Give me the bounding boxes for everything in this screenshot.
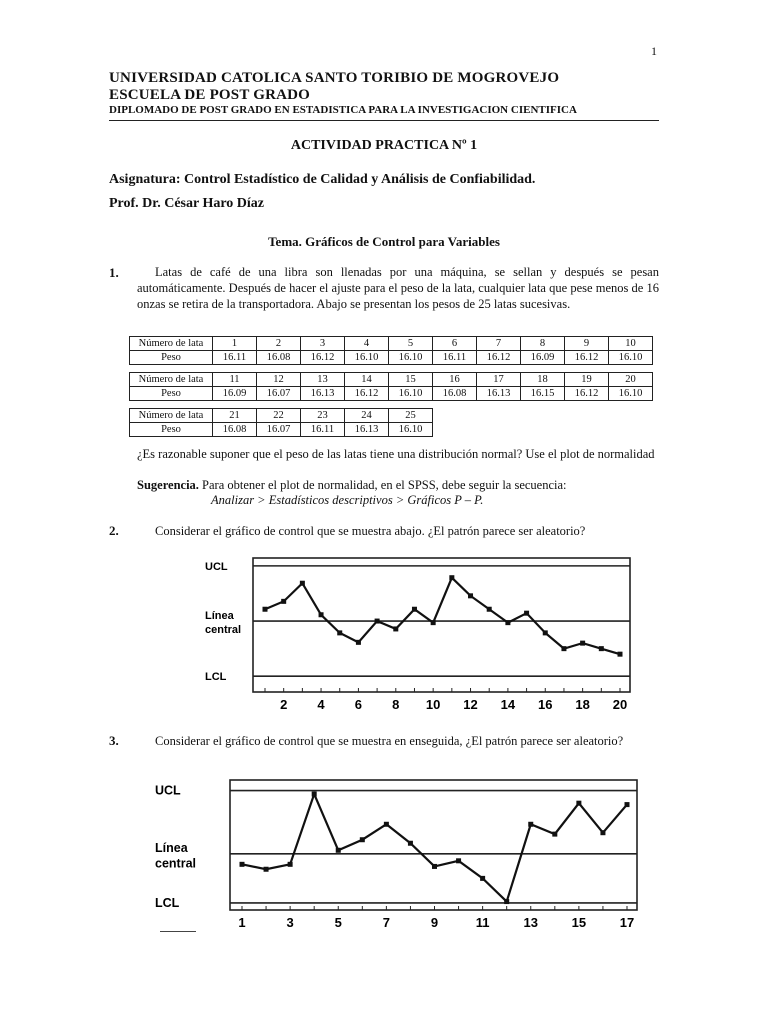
- row-label-number: Número de lata: [130, 373, 213, 387]
- can-number-cell: 5: [389, 337, 433, 351]
- center-label-line2: central: [155, 856, 196, 871]
- data-point: [431, 620, 436, 625]
- row-label-weight: Peso: [130, 387, 213, 401]
- can-number-cell: 22: [257, 409, 301, 423]
- can-number-cell: 2: [257, 337, 301, 351]
- center-label-line2: central: [205, 624, 242, 637]
- can-number-cell: 15: [389, 373, 433, 387]
- data-point: [356, 640, 361, 645]
- can-number-cell: 7: [477, 337, 521, 351]
- x-tick-label: 20: [612, 697, 628, 712]
- x-tick-label: 11: [475, 915, 490, 930]
- can-number-cell: 16: [433, 373, 477, 387]
- university-name: UNIVERSIDAD CATOLICA SANTO TORIBIO DE MOGROVEJO: [109, 70, 560, 86]
- weight-cell: 16.08: [257, 351, 301, 365]
- weight-cell: 16.11: [433, 351, 477, 365]
- weight-cell: 16.13: [301, 387, 345, 401]
- x-tick-label: 14: [500, 697, 516, 712]
- spss-menu-path: Analizar > Estadísticos descriptivos > Gráficos P – P.: [211, 493, 484, 507]
- lcl-label: LCL: [155, 895, 180, 910]
- data-point: [393, 626, 398, 631]
- data-point: [524, 611, 529, 616]
- school-name: ESCUELA DE POST GRADO: [109, 87, 311, 103]
- question-3-number: 3.: [109, 733, 119, 748]
- x-tick-label: 10: [425, 697, 441, 712]
- data-point: [263, 607, 268, 612]
- can-number-cell: 17: [477, 373, 521, 387]
- can-number-cell: 9: [565, 337, 609, 351]
- data-point: [552, 832, 557, 837]
- weight-cell: 16.07: [257, 387, 301, 401]
- data-point: [580, 641, 585, 646]
- subject-line: Asignatura: Control Estadístico de Calidad y Análisis de Confiabilidad.: [109, 172, 536, 187]
- hint-line: [137, 477, 659, 493]
- data-point: [384, 822, 389, 827]
- x-tick-label: 7: [382, 915, 390, 930]
- data-point: [456, 858, 461, 863]
- data-point: [281, 599, 286, 604]
- weight-cell: 16.11: [213, 351, 257, 365]
- data-point: [487, 607, 492, 612]
- ucl-label: UCL: [155, 783, 181, 798]
- data-point: [618, 652, 623, 657]
- hint-text: Para obtener el plot de normalidad, en el SPSS, debe seguir la secuencia:: [198, 478, 567, 492]
- data-point: [240, 862, 245, 867]
- data-point: [375, 619, 380, 624]
- row-label-number: Número de lata: [130, 337, 213, 351]
- center-label-line1: Línea: [155, 840, 188, 855]
- weight-cell: 16.10: [389, 387, 433, 401]
- document-header: [109, 70, 559, 104]
- weight-cell: 16.13: [345, 423, 389, 437]
- x-tick-label: 2: [280, 697, 288, 712]
- data-point: [468, 593, 473, 598]
- can-number-cell: 14: [345, 373, 389, 387]
- can-number-cell: 3: [301, 337, 345, 351]
- data-point: [480, 876, 485, 881]
- weight-cell: 16.10: [389, 423, 433, 437]
- plot-frame: [253, 558, 630, 692]
- weight-cell: 16.12: [565, 351, 609, 365]
- weight-cell: 16.15: [521, 387, 565, 401]
- x-tick-label: 1: [238, 915, 246, 930]
- x-tick-label: 17: [619, 915, 635, 930]
- x-tick-label: 16: [538, 697, 553, 712]
- data-point: [449, 575, 454, 580]
- question-1-number: 1.: [109, 265, 119, 280]
- lcl-label: LCL: [205, 671, 227, 684]
- data-point: [412, 607, 417, 612]
- weight-cell: 16.10: [609, 387, 653, 401]
- x-tick-label: 8: [392, 697, 400, 712]
- weight-cell: 16.09: [521, 351, 565, 365]
- data-point: [625, 802, 630, 807]
- x-tick-label: 12: [463, 697, 478, 712]
- data-point: [408, 841, 413, 846]
- x-tick-label: 13: [523, 915, 538, 930]
- data-point: [543, 630, 548, 635]
- weight-cell: 16.11: [301, 423, 345, 437]
- professor-line: Prof. Dr. César Haro Díaz: [109, 196, 265, 211]
- can-number-cell: 12: [257, 373, 301, 387]
- weight-cell: 16.10: [345, 351, 389, 365]
- question-2-text: Considerar el gráfico de control que se muestra abajo. ¿El patrón parece ser aleatorio?: [155, 524, 586, 538]
- data-point: [561, 646, 566, 651]
- weight-cell: 16.07: [257, 423, 301, 437]
- data-point: [600, 830, 605, 835]
- weight-cell: 16.08: [433, 387, 477, 401]
- data-point: [360, 837, 365, 842]
- data-point: [432, 864, 437, 869]
- question-1-prompt: ¿Es razonable suponer que el peso de las latas tiene una distribución normal? Use el plot de normalidad: [137, 447, 655, 461]
- header-divider: [109, 120, 659, 121]
- weights-table-3: [129, 408, 433, 437]
- data-series-line: [265, 578, 620, 654]
- can-number-cell: 13: [301, 373, 345, 387]
- can-number-cell: 11: [213, 373, 257, 387]
- data-point: [300, 581, 305, 586]
- x-tick-label: 6: [354, 697, 363, 712]
- can-number-cell: 18: [521, 373, 565, 387]
- row-label-weight: Peso: [130, 423, 213, 437]
- data-point: [288, 862, 293, 867]
- page-number: 1: [651, 44, 657, 58]
- activity-title: ACTIVIDAD PRACTICA Nº 1: [290, 138, 478, 153]
- ucl-label: UCL: [205, 560, 228, 573]
- hint-label: Sugerencia.: [137, 478, 199, 492]
- data-point: [312, 792, 317, 797]
- data-series-line: [242, 794, 627, 902]
- center-label-line1: Línea: [205, 610, 234, 623]
- can-number-cell: 25: [389, 409, 433, 423]
- weight-cell: 16.12: [477, 351, 521, 365]
- data-point: [504, 899, 509, 904]
- data-point: [264, 867, 269, 872]
- can-number-cell: 6: [433, 337, 477, 351]
- question-1-text: Latas de café de una libra son llenadas por una máquina, se sellan y después se pesan automáticamente. Después de hacer el ajuste para el peso de la lata, cualquier lata que pese menos de 16 onzas se retira de la transportadora. Abajo se presentan los pesos de 25 latas sucesivas.: [137, 265, 659, 311]
- can-number-cell: 20: [609, 373, 653, 387]
- footnote-mark: [160, 931, 196, 932]
- weight-cell: 16.12: [345, 387, 389, 401]
- data-point: [599, 646, 604, 651]
- weight-cell: 16.13: [477, 387, 521, 401]
- weight-cell: 16.08: [213, 423, 257, 437]
- weights-table-1: [129, 336, 653, 365]
- x-tick-label: 15: [571, 915, 587, 930]
- data-point: [336, 848, 341, 853]
- weight-cell: 16.10: [609, 351, 653, 365]
- diploma-name: DIPLOMADO DE POST GRADO EN ESTADISTICA PARA LA INVESTIGACION CIENTIFICA: [109, 104, 577, 116]
- x-tick-label: 3: [286, 915, 294, 930]
- weights-table-2: [129, 372, 653, 401]
- data-point: [337, 630, 342, 635]
- data-point: [505, 620, 510, 625]
- question-2-number: 2.: [109, 523, 119, 538]
- data-point: [576, 801, 581, 806]
- weight-cell: 16.12: [565, 387, 609, 401]
- x-tick-label: 18: [575, 697, 590, 712]
- can-number-cell: 8: [521, 337, 565, 351]
- can-number-cell: 24: [345, 409, 389, 423]
- can-number-cell: 21: [213, 409, 257, 423]
- can-number-cell: 23: [301, 409, 345, 423]
- control-chart-2: [155, 772, 645, 934]
- weight-cell: 16.09: [213, 387, 257, 401]
- weight-cell: 16.10: [389, 351, 433, 365]
- x-tick-label: 4: [317, 697, 325, 712]
- can-number-cell: 4: [345, 337, 389, 351]
- row-label-number: Número de lata: [130, 409, 213, 423]
- topic-title: Tema. Gráficos de Control para Variables: [268, 234, 500, 249]
- plot-frame: [230, 780, 637, 910]
- row-label-weight: Peso: [130, 351, 213, 365]
- data-point: [528, 822, 533, 827]
- x-tick-label: 5: [334, 915, 342, 930]
- weight-cell: 16.12: [301, 351, 345, 365]
- can-number-cell: 10: [609, 337, 653, 351]
- can-number-cell: 19: [565, 373, 609, 387]
- data-point: [319, 612, 324, 617]
- x-tick-label: 9: [430, 915, 439, 930]
- control-chart-1: [205, 552, 645, 712]
- can-number-cell: 1: [213, 337, 257, 351]
- question-3-text: Considerar el gráfico de control que se muestra en enseguida, ¿El patrón parece ser aleatorio?: [155, 734, 624, 748]
